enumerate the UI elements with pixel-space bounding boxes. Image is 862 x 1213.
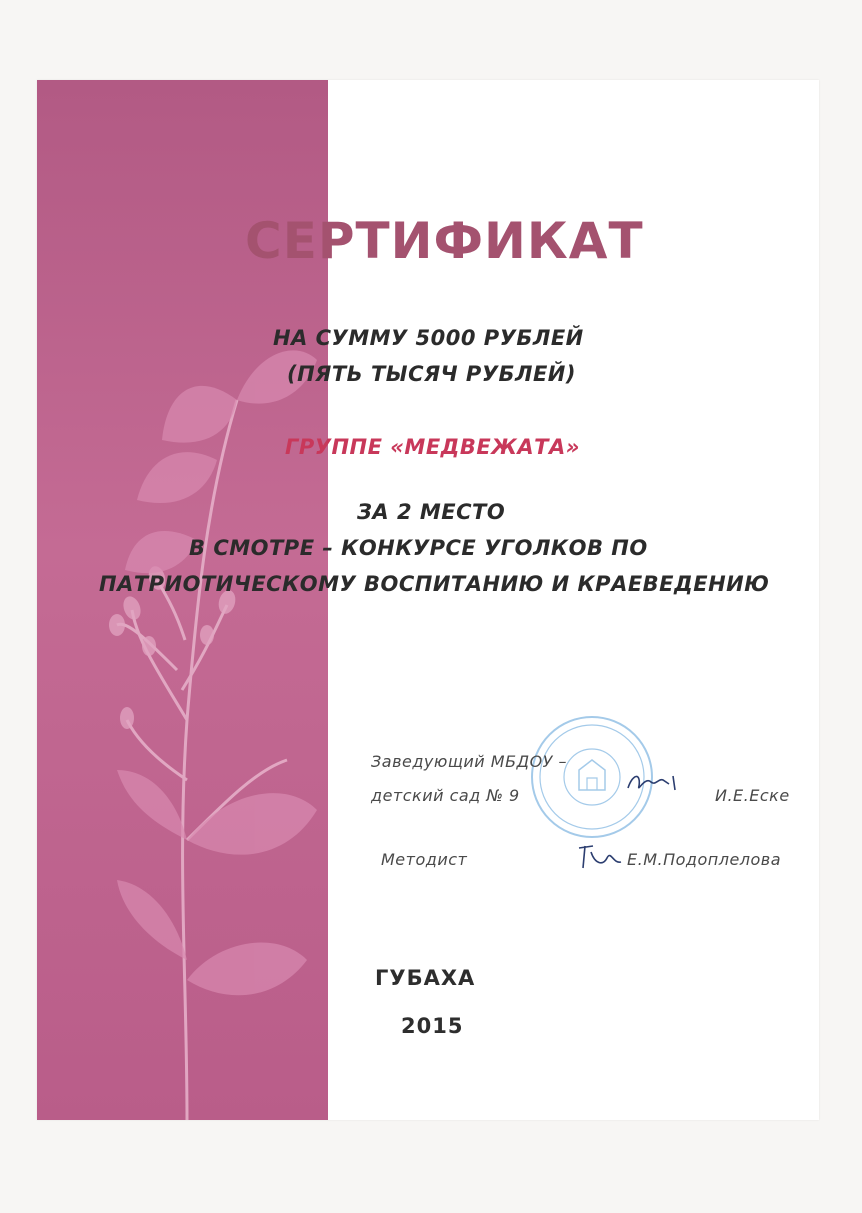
contest-line: В СМОТРЕ – КОНКУРСЕ УГОЛКОВ ПО <box>189 536 648 560</box>
methodist-signature <box>573 840 633 874</box>
city: ГУБАХА <box>375 966 476 990</box>
head-title-line1: Заведующий МБДОУ – <box>371 752 567 771</box>
head-name: И.Е.Еске <box>715 786 790 805</box>
recipient-group: ГРУППЕ «МЕДВЕЖАТА» <box>285 435 580 459</box>
certificate-sheet <box>37 80 819 1120</box>
contest-topic-line: ПАТРИОТИЧЕСКОМУ ВОСПИТАНИЮ И КРАЕВЕДЕНИЮ <box>99 572 770 596</box>
head-title-line2: детский сад № 9 <box>371 786 520 805</box>
amount-line: НА СУММУ 5000 РУБЛЕЙ <box>273 326 584 350</box>
methodist-title: Методист <box>381 850 468 869</box>
certificate-title: СЕРТИФИКАТ <box>245 212 644 270</box>
year: 2015 <box>401 1014 464 1038</box>
place-line: ЗА 2 МЕСТО <box>357 500 506 524</box>
head-signature <box>623 768 693 798</box>
methodist-name: Е.М.Подоплелова <box>627 850 782 869</box>
amount-words-line: (ПЯТЬ ТЫСЯЧ РУБЛЕЙ) <box>287 362 576 386</box>
